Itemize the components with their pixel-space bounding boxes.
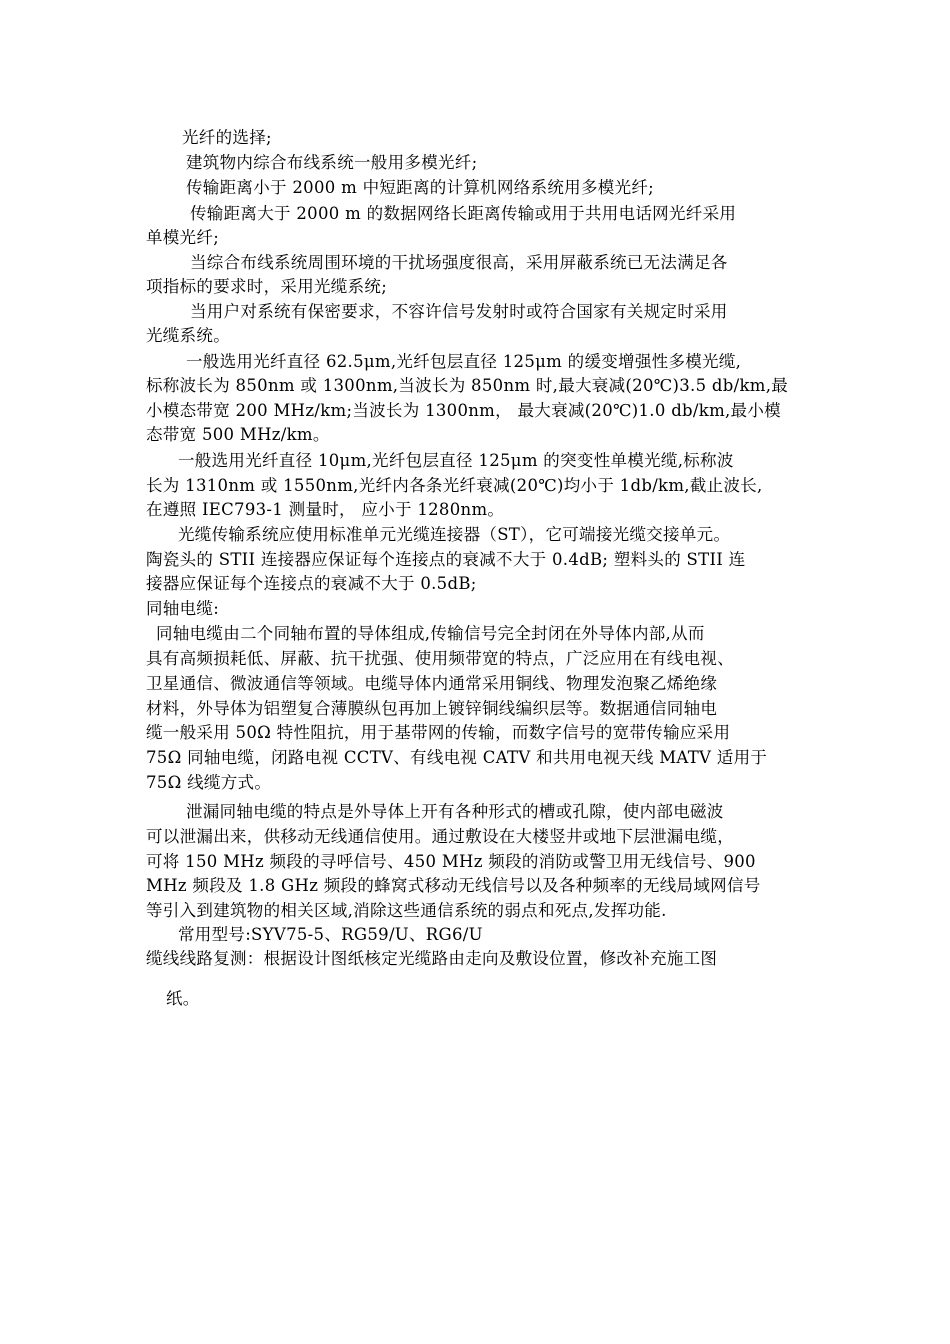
text-line: 陶瓷头的 STII 连接器应保证每个连接点的衰减不大于 0.4dB; 塑料头的 STII 连	[146, 550, 746, 569]
text-line: 卫星通信、微波通信等领域。电缆导体内通常采用铜线、物理发泡聚乙烯绝缘	[146, 674, 718, 693]
text-line: 当综合布线系统周围环境的干扰场强度很高，采用屏蔽系统已无法满足各	[190, 253, 728, 272]
text-line: 同轴电缆由二个同轴布置的导体组成,传输信号完全封闭在外导体内部,从而	[156, 624, 705, 643]
text-line: 建筑物内综合布线系统一般用多模光纤;	[186, 153, 478, 172]
text-line: 小模态带宽 200 MHz/km;当波长为 1300nm， 最大衰减(20℃)1.0 db/km,最小模	[146, 401, 781, 420]
text-line: 75Ω 线缆方式。	[146, 773, 272, 792]
text-line: 常用型号:SYV75-5、RG59/U、RG6/U	[178, 925, 483, 944]
text-line: 缆一般采用 50Ω 特性阻抗，用于基带网的传输，而数字信号的宽带传输应采用	[146, 723, 731, 742]
text-line: 泄漏同轴电缆的特点是外导体上开有各种形式的槽或孔隙，使内部电磁波	[186, 802, 724, 821]
text-line: 75Ω 同轴电缆，闭路电视 CCTV、有线电视 CATV 和共用电视天线 MATV 适用于	[146, 748, 768, 767]
text-line: 态带宽 500 MHz/km。	[146, 425, 330, 444]
text-line: 等引入到建筑物的相关区域,消除这些通信系统的弱点和死点,发挥功能.	[146, 901, 667, 920]
text-line: 传输距离小于 2000 m 中短距离的计算机网络系统用多模光纤;	[186, 178, 655, 197]
text-line: 标称波长为 850nm 或 1300nm,当波长为 850nm 时,最大衰减(20℃)3.5 db/km,最	[146, 376, 789, 395]
text-line: 可将 150 MHz 频段的寻呼信号、450 MHz 频段的消防或警卫用无线信号、900	[146, 852, 756, 871]
text-line: 缆线线路复测：根据设计图纸核定光缆路由走向及敷设位置，修改补充施工图	[146, 949, 718, 968]
text-line: 传输距离大于 2000 m 的数据网络长距离传输或用于共用电话网光纤采用	[190, 204, 737, 223]
text-line: 材料，外导体为铝塑复合薄膜纵包再加上镀锌铜线编织层等。数据通信同轴电	[146, 699, 718, 718]
text-line: 单模光纤;	[146, 228, 220, 247]
text-line: MHz 频段及 1.8 GHz 频段的蜂窝式移动无线信号以及各种频率的无线局域网信号	[146, 876, 761, 895]
text-line: 纸。	[166, 989, 200, 1008]
text-line: 具有高频损耗低、屏蔽、抗干扰强、使用频带宽的特点，广泛应用在有线电视、	[146, 649, 734, 668]
text-line: 长为 1310nm 或 1550nm,光纤内各条光纤衰减(20℃)均小于 1db/km,截止波长,	[146, 476, 763, 495]
text-line: 光缆传输系统应使用标准单元光缆连接器（ST），它可端接光缆交接单元。	[178, 525, 731, 544]
text-line: 一般选用光纤直径 62.5μm,光纤包层直径 125μm 的缓变增强性多模光缆,	[186, 352, 742, 371]
text-line: 一般选用光纤直径 10μm,光纤包层直径 125μm 的突变性单模光缆,标称波	[178, 451, 734, 470]
text-line: 在遵照 IEC793-1 测量时， 应小于 1280nm。	[146, 500, 505, 519]
text-line: 当用户对系统有保密要求，不容许信号发射时或符合国家有关规定时采用	[190, 302, 728, 321]
text-line: 接器应保证每个连接点的衰减不大于 0.5dB;	[146, 574, 477, 593]
text-line: 可以泄漏出来，供移动无线通信使用。通过敷设在大楼竖井或地下层泄漏电缆，	[146, 827, 734, 846]
text-line: 光缆系统。	[146, 326, 230, 345]
text-line: 光纤的选择;	[182, 128, 272, 147]
section-heading: 同轴电缆:	[146, 599, 220, 618]
text-line: 项指标的要求时，采用光缆系统;	[146, 277, 388, 296]
